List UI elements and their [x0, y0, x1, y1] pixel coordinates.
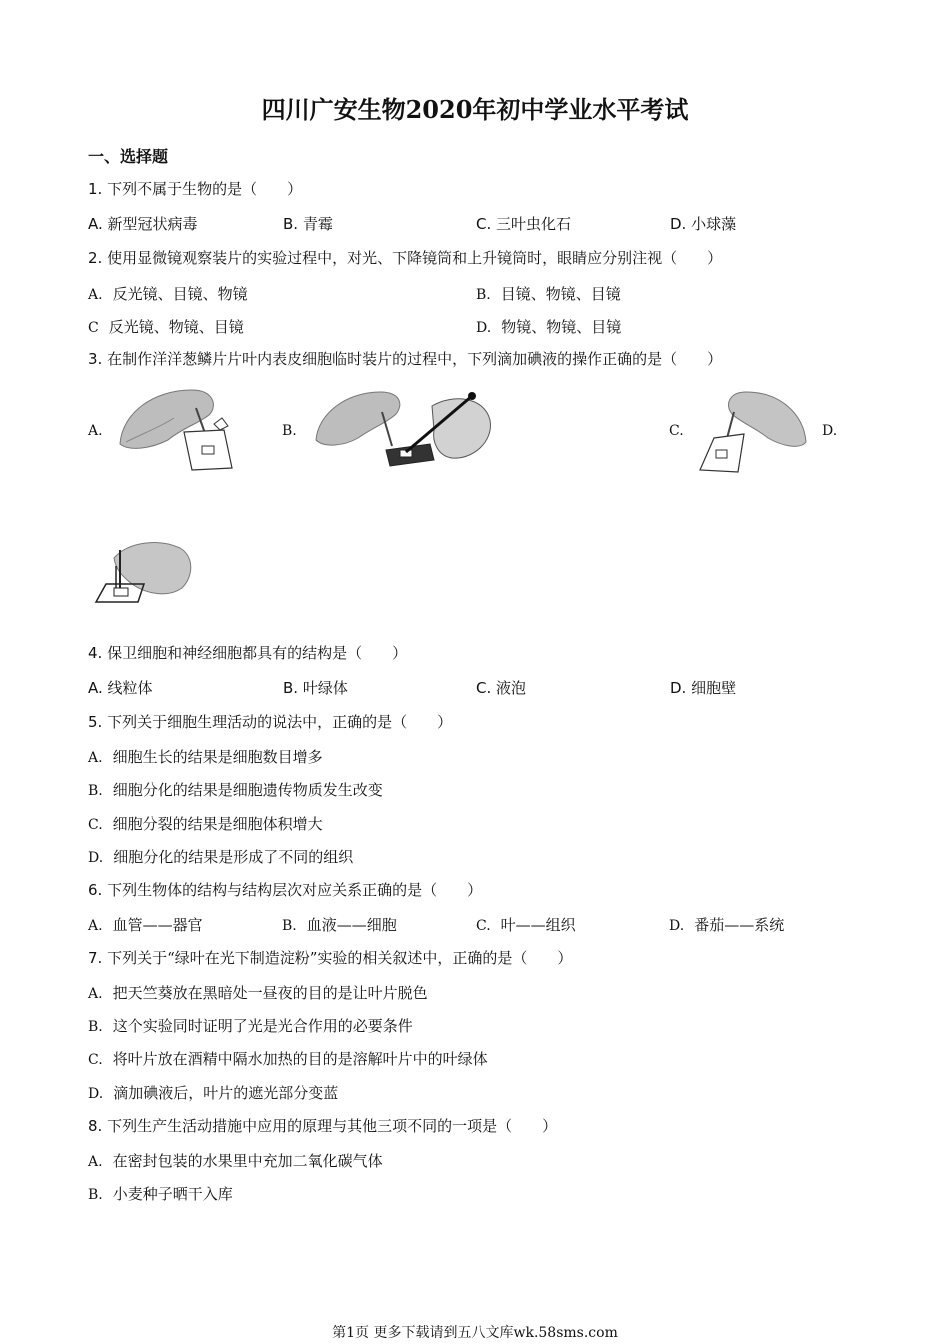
q7-option-c — [88, 1048, 488, 1069]
option-label: B. — [282, 918, 297, 934]
option-label: A. — [88, 1154, 103, 1170]
option-label: C. — [476, 215, 492, 233]
option-text: 细胞分化的结果是细胞遗传物质发生改变 — [112, 781, 383, 799]
q2-option-a — [88, 283, 248, 304]
question-2 — [88, 247, 722, 268]
q2-option-d — [476, 316, 621, 337]
section-heading: 一、选择题 — [88, 147, 169, 166]
q3-illustration-a — [112, 384, 242, 472]
option-text: 血液——细胞 — [306, 916, 397, 934]
option-label: A. — [88, 750, 103, 766]
q3-illustration-d — [92, 536, 196, 608]
option-text: 目镜、物镜、目镜 — [500, 285, 621, 303]
option-label: C. — [476, 918, 491, 934]
option-text: 反光镜、目镜、物镜 — [112, 285, 248, 303]
option-text: 线粒体 — [107, 679, 153, 697]
option-text: 三叶虫化石 — [496, 215, 572, 233]
option-text: 细胞分裂的结果是细胞体积增大 — [112, 815, 323, 833]
option-label: C. — [88, 1052, 103, 1068]
q1-option-c — [476, 213, 571, 234]
question-text: 下列生物体的结构与结构层次对应关系正确的是（ ） — [107, 881, 483, 899]
q7-option-a — [88, 982, 428, 1003]
option-text: 将叶片放在酒精中隔水加热的目的是溶解叶片中的叶绿体 — [112, 1050, 488, 1068]
option-label: C. — [88, 817, 103, 833]
q5-option-b — [88, 779, 383, 800]
q1-option-a — [88, 213, 198, 234]
option-text: 物镜、物镜、目镜 — [501, 318, 622, 336]
option-label: A. — [88, 215, 103, 233]
question-number: 8. — [88, 1117, 103, 1135]
question-6 — [88, 879, 482, 900]
option-text: 液泡 — [496, 679, 527, 697]
q8-option-a — [88, 1150, 383, 1171]
question-text: 下列关于“绿叶在光下制造淀粉”实验的相关叙述中，正确的是（ ） — [107, 949, 573, 967]
q1-option-b — [283, 213, 333, 234]
option-label: A. — [88, 918, 103, 934]
option-label: D. — [669, 918, 685, 934]
question-7 — [88, 947, 572, 968]
q6-option-d — [669, 914, 784, 935]
option-text: 这个实验同时证明了光是光合作用的必要条件 — [112, 1017, 413, 1035]
option-text: 细胞分化的结果是形成了不同的组织 — [113, 848, 354, 866]
question-number: 4. — [88, 644, 103, 662]
option-label: D. — [476, 320, 492, 336]
option-label: B. — [88, 783, 103, 799]
q3-option-c-label: C. — [669, 423, 684, 439]
option-label: C — [88, 320, 99, 336]
option-text: 叶绿体 — [302, 679, 348, 697]
option-text: 把天竺葵放在黑暗处一昼夜的目的是让叶片脱色 — [112, 984, 428, 1002]
question-4 — [88, 642, 407, 663]
option-label: B. — [88, 1019, 103, 1035]
question-1 — [88, 178, 302, 199]
question-text: 在制作洋洋葱鳞片片叶内表皮细胞临时装片的过程中，下列滴加碘液的操作正确的是（ ） — [107, 350, 723, 368]
question-8 — [88, 1115, 557, 1136]
q8-option-b — [88, 1183, 233, 1204]
question-text: 使用显微镜观察装片的实验过程中，对光、下降镜筒和上升镜筒时，眼睛应分别注视（ ） — [107, 249, 723, 267]
q3-option-b-label: B. — [282, 423, 297, 439]
q2-option-c — [88, 316, 244, 337]
q1-option-d — [670, 213, 736, 234]
question-number: 2. — [88, 249, 103, 267]
q2-option-b — [476, 283, 621, 304]
option-label: B. — [88, 1187, 103, 1203]
q4-option-d — [670, 677, 736, 698]
option-text: 滴加碘液后，叶片的遮光部分变蓝 — [113, 1084, 339, 1102]
option-text: 番茄——系统 — [694, 916, 785, 934]
option-label: C. — [476, 679, 492, 697]
option-label: D. — [88, 1086, 104, 1102]
option-text: 新型冠状病毒 — [107, 215, 198, 233]
q6-option-a — [88, 914, 203, 935]
option-text: 细胞壁 — [691, 679, 737, 697]
q6-option-c — [476, 914, 576, 935]
option-text: 血管——器官 — [112, 916, 203, 934]
question-number: 7. — [88, 949, 103, 967]
option-label: D. — [670, 215, 687, 233]
option-label: A. — [88, 287, 103, 303]
q5-option-c — [88, 813, 323, 834]
q4-option-b — [283, 677, 348, 698]
option-label: B. — [283, 679, 299, 697]
question-number: 5. — [88, 713, 103, 731]
option-text: 反光镜、物镜、目镜 — [108, 318, 244, 336]
question-text: 下列不属于生物的是（ ） — [107, 180, 303, 198]
page-title: 四川广安生物2020年初中学业水平考试 — [261, 95, 689, 124]
q3-illustration-b — [312, 386, 494, 468]
q3-option-a-label: A. — [88, 423, 103, 439]
q7-option-b — [88, 1015, 413, 1036]
option-text: 青霉 — [302, 215, 333, 233]
option-text: 小球藻 — [691, 215, 737, 233]
option-text: 小麦种子晒干入库 — [112, 1185, 233, 1203]
page-footer: 第1页 更多下载请到五八文库wk.58sms.com — [332, 1325, 618, 1341]
q3-illustration-c — [694, 388, 810, 474]
q4-option-c — [476, 677, 526, 698]
option-label: D. — [88, 850, 104, 866]
q7-option-d — [88, 1082, 338, 1103]
q3-option-d-label: D. — [822, 423, 838, 439]
q6-option-b — [282, 914, 397, 935]
option-label: A. — [88, 679, 103, 697]
option-text: 叶——组织 — [500, 916, 576, 934]
q5-option-d — [88, 846, 353, 867]
question-number: 1. — [88, 180, 103, 198]
option-label: B. — [283, 215, 299, 233]
question-text: 下列关于细胞生理活动的说法中，正确的是（ ） — [107, 713, 453, 731]
question-5 — [88, 711, 452, 732]
q5-option-a — [88, 746, 323, 767]
q4-option-a — [88, 677, 153, 698]
option-label: D. — [670, 679, 687, 697]
option-text: 在密封包装的水果里中充加二氧化碳气体 — [112, 1152, 383, 1170]
question-3 — [88, 348, 722, 369]
question-number: 3. — [88, 350, 103, 368]
question-text: 保卫细胞和神经细胞都具有的结构是（ ） — [107, 644, 408, 662]
question-number: 6. — [88, 881, 103, 899]
question-text: 下列生产生活动措施中应用的原理与其他三项不同的一项是（ ） — [107, 1117, 558, 1135]
option-label: A. — [88, 986, 103, 1002]
option-text: 细胞生长的结果是细胞数目增多 — [112, 748, 323, 766]
option-label: B. — [476, 287, 491, 303]
